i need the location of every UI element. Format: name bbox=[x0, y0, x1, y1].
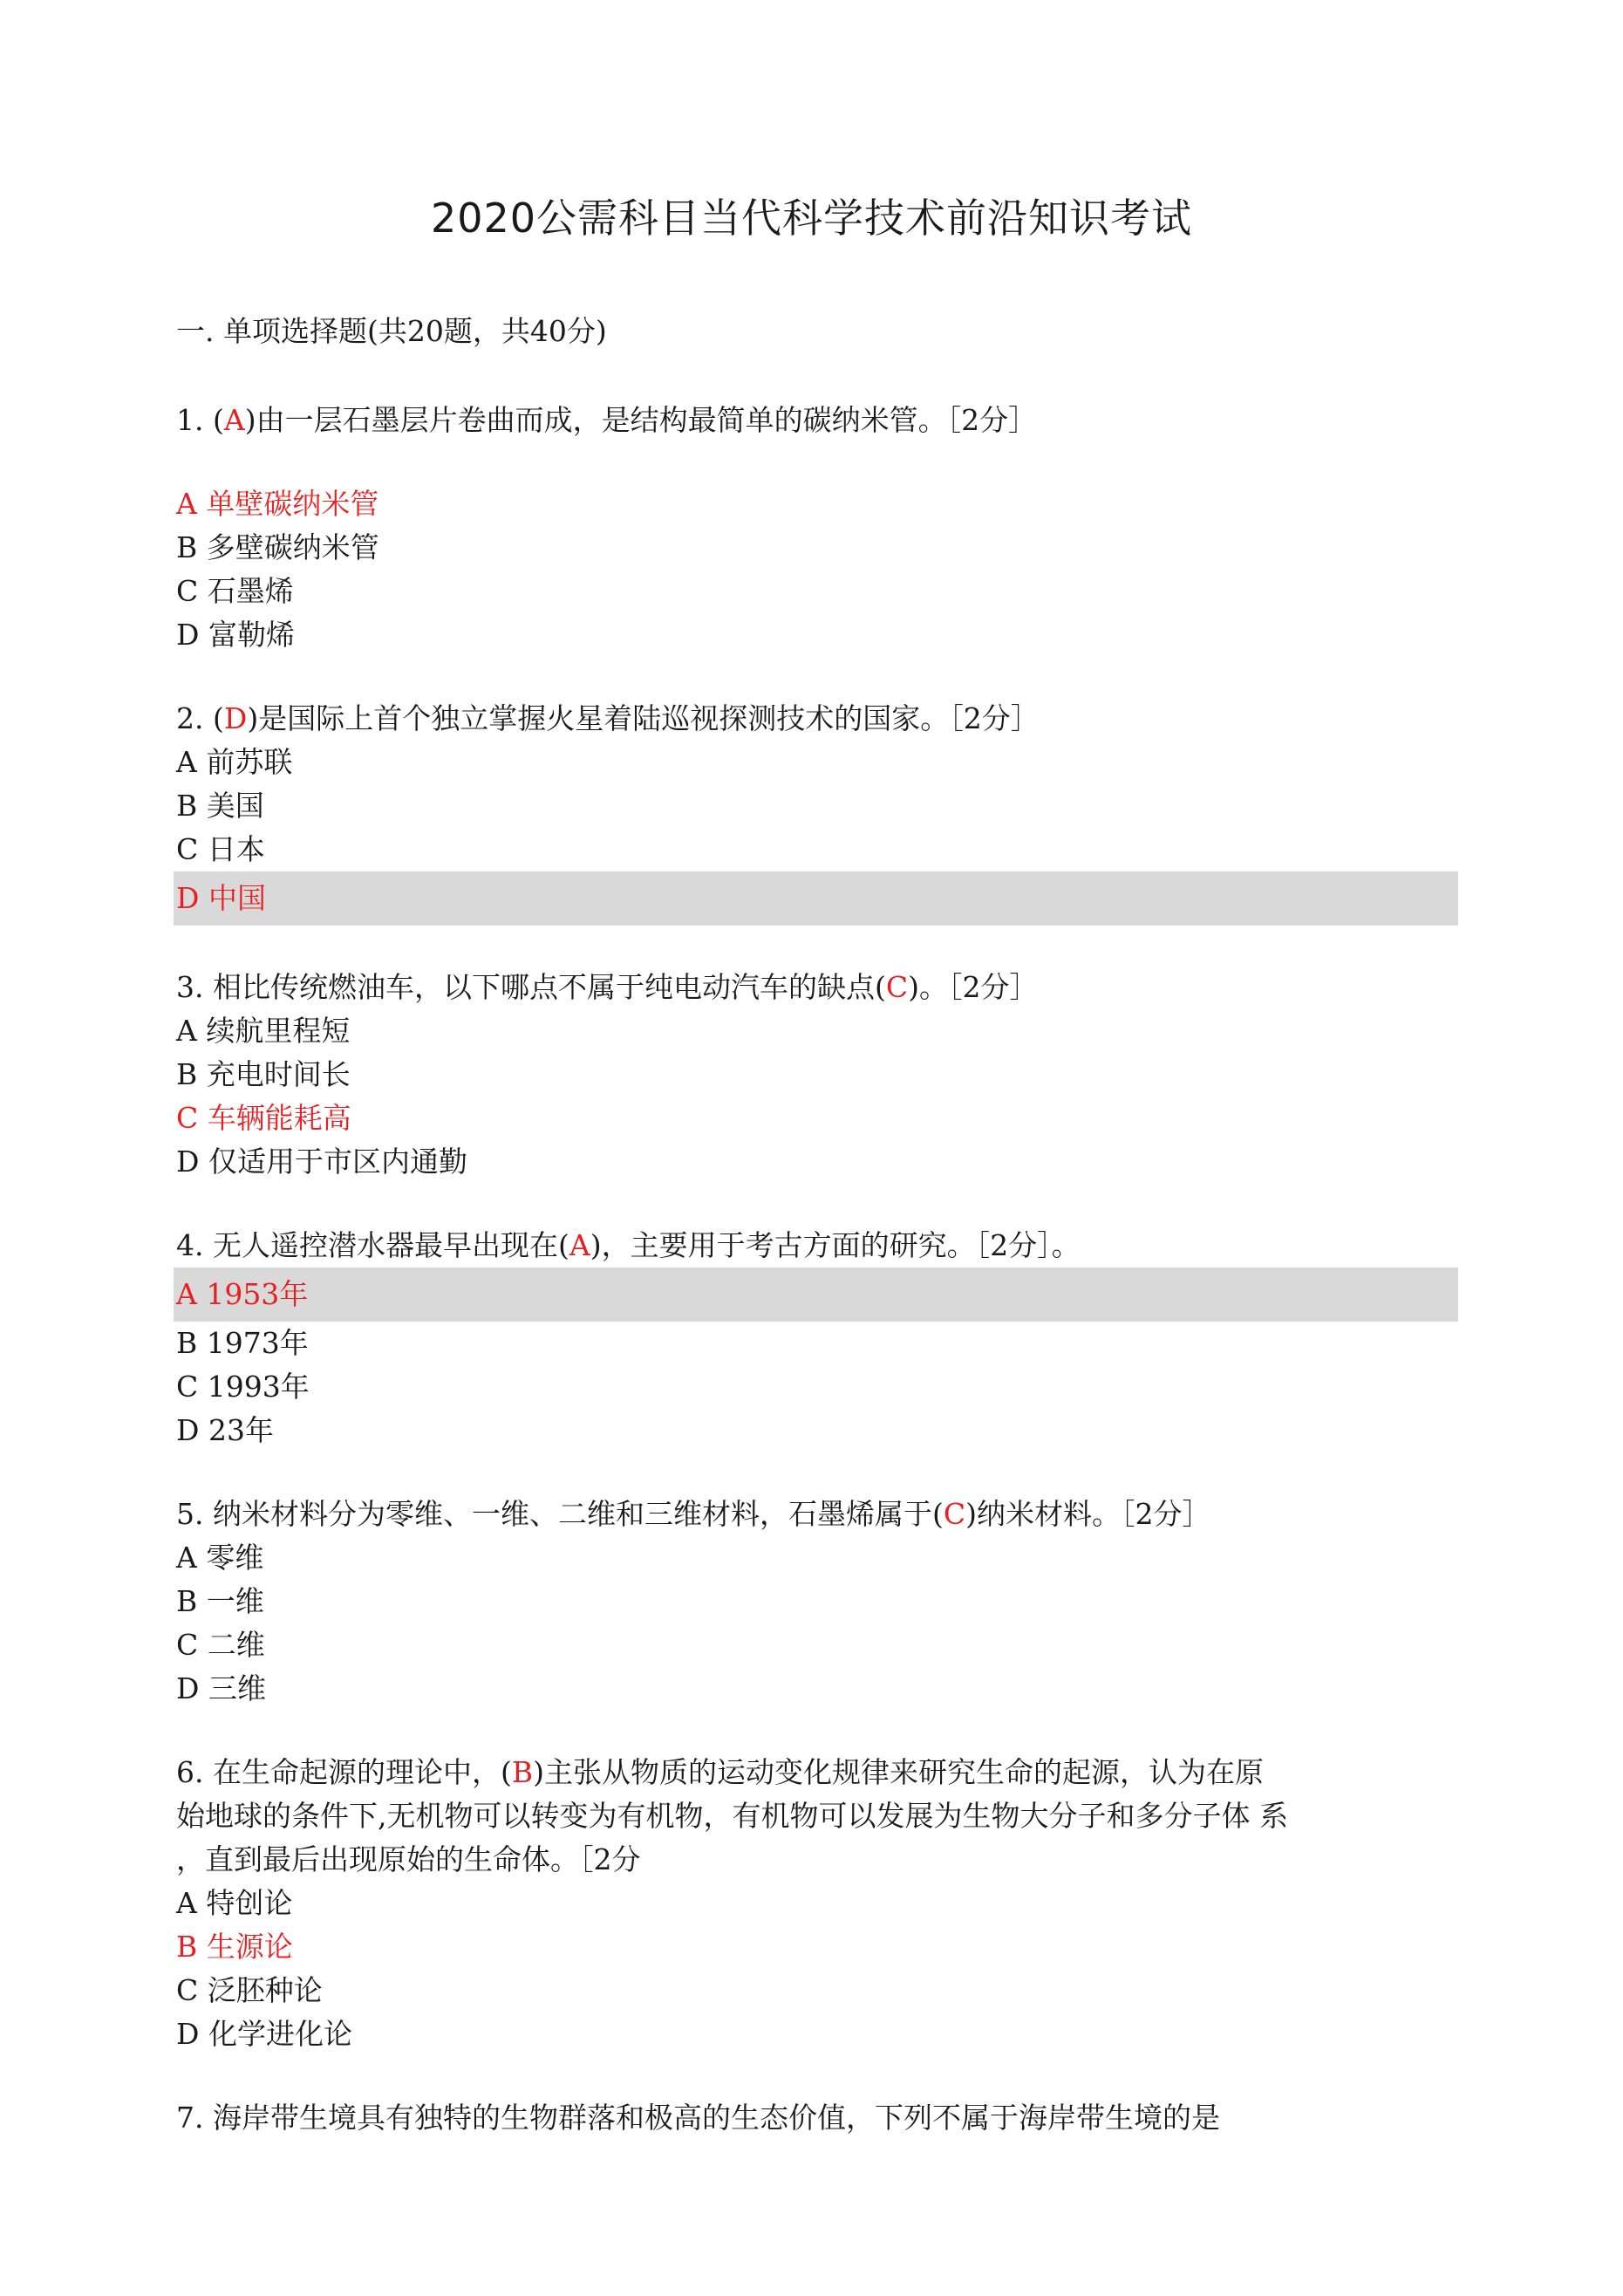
option-correct-highlighted: D 中国 bbox=[174, 871, 1458, 926]
option-correct: A 单壁碳纳米管 bbox=[176, 487, 379, 521]
option: D 仅适用于市区内通勤 bbox=[176, 1145, 467, 1179]
answer-marker: C bbox=[885, 970, 909, 1004]
answer-marker: B bbox=[511, 1755, 534, 1789]
question-6-continued: 始地球的条件下,无机物可以转变为有机物，有机物可以发展为生物大分子和多分子体 系 bbox=[176, 1799, 1288, 1833]
option: A 续航里程短 bbox=[176, 1014, 351, 1048]
exam-title: 2020公需科目当代科学技术前沿知识考试 bbox=[430, 195, 1193, 242]
option-correct-highlighted: A 1953年 bbox=[174, 1268, 1458, 1322]
option: A 零维 bbox=[176, 1541, 264, 1575]
option: D 三维 bbox=[176, 1671, 266, 1705]
exam-content bbox=[176, 310, 1458, 2140]
answer-marker: D bbox=[223, 701, 248, 735]
question-1: 1. (A)由一层石墨层片卷曲而成，是结构最简单的碳纳米管。［2分］ bbox=[176, 403, 1038, 437]
option: D 23年 bbox=[176, 1413, 274, 1447]
section-heading: 一. 单项选择题(共20题，共40分) bbox=[176, 314, 607, 348]
option: C 二维 bbox=[176, 1628, 265, 1662]
question-4: 4. 无人遥控潜水器最早出现在(A)，主要用于考古方面的研究。［2分］。 bbox=[176, 1228, 1081, 1262]
answer-marker: A bbox=[223, 403, 245, 437]
option: B 充电时间长 bbox=[176, 1057, 351, 1091]
option: B 一维 bbox=[176, 1584, 264, 1618]
option: D 富勒烯 bbox=[176, 618, 295, 652]
question-6: 6. 在生命起源的理论中，(B)主张从物质的运动变化规律来研究生命的起源，认为在原 bbox=[176, 1755, 1264, 1789]
question-7: 7. 海岸带生境具有独特的生物群落和极高的生态价值，下列不属于海岸带生境的是 bbox=[176, 2101, 1220, 2135]
question-3: 3. 相比传统燃油车，以下哪点不属于纯电动汽车的缺点(C)。［2分］ bbox=[176, 970, 1039, 1004]
answer-marker: A bbox=[569, 1228, 590, 1262]
option: B 美国 bbox=[176, 789, 264, 823]
option: C 泛胚种论 bbox=[176, 1973, 323, 2007]
question-5: 5. 纳米材料分为零维、一维、二维和三维材料，石墨烯属于(C)纳米材料。［2分］ bbox=[176, 1497, 1211, 1531]
question-6-continued: ，直到最后出现原始的生命体。［2分 bbox=[176, 1842, 641, 1876]
option: C 1993年 bbox=[176, 1370, 310, 1404]
answer-marker: C bbox=[943, 1497, 966, 1531]
option-correct: C 车辆能耗高 bbox=[176, 1101, 351, 1135]
option: A 特创论 bbox=[176, 1886, 293, 1920]
option: C 石墨烯 bbox=[176, 574, 294, 608]
question-2: 2. (D)是国际上首个独立掌握火星着陆巡视探测技术的国家。［2分］ bbox=[176, 701, 1040, 735]
option-correct: B 生源论 bbox=[176, 1930, 293, 1964]
option: D 化学进化论 bbox=[176, 2017, 352, 2051]
option: B 1973年 bbox=[176, 1326, 309, 1360]
option: A 前苏联 bbox=[176, 745, 293, 779]
option: B 多壁碳纳米管 bbox=[176, 530, 379, 564]
option: C 日本 bbox=[176, 832, 265, 866]
